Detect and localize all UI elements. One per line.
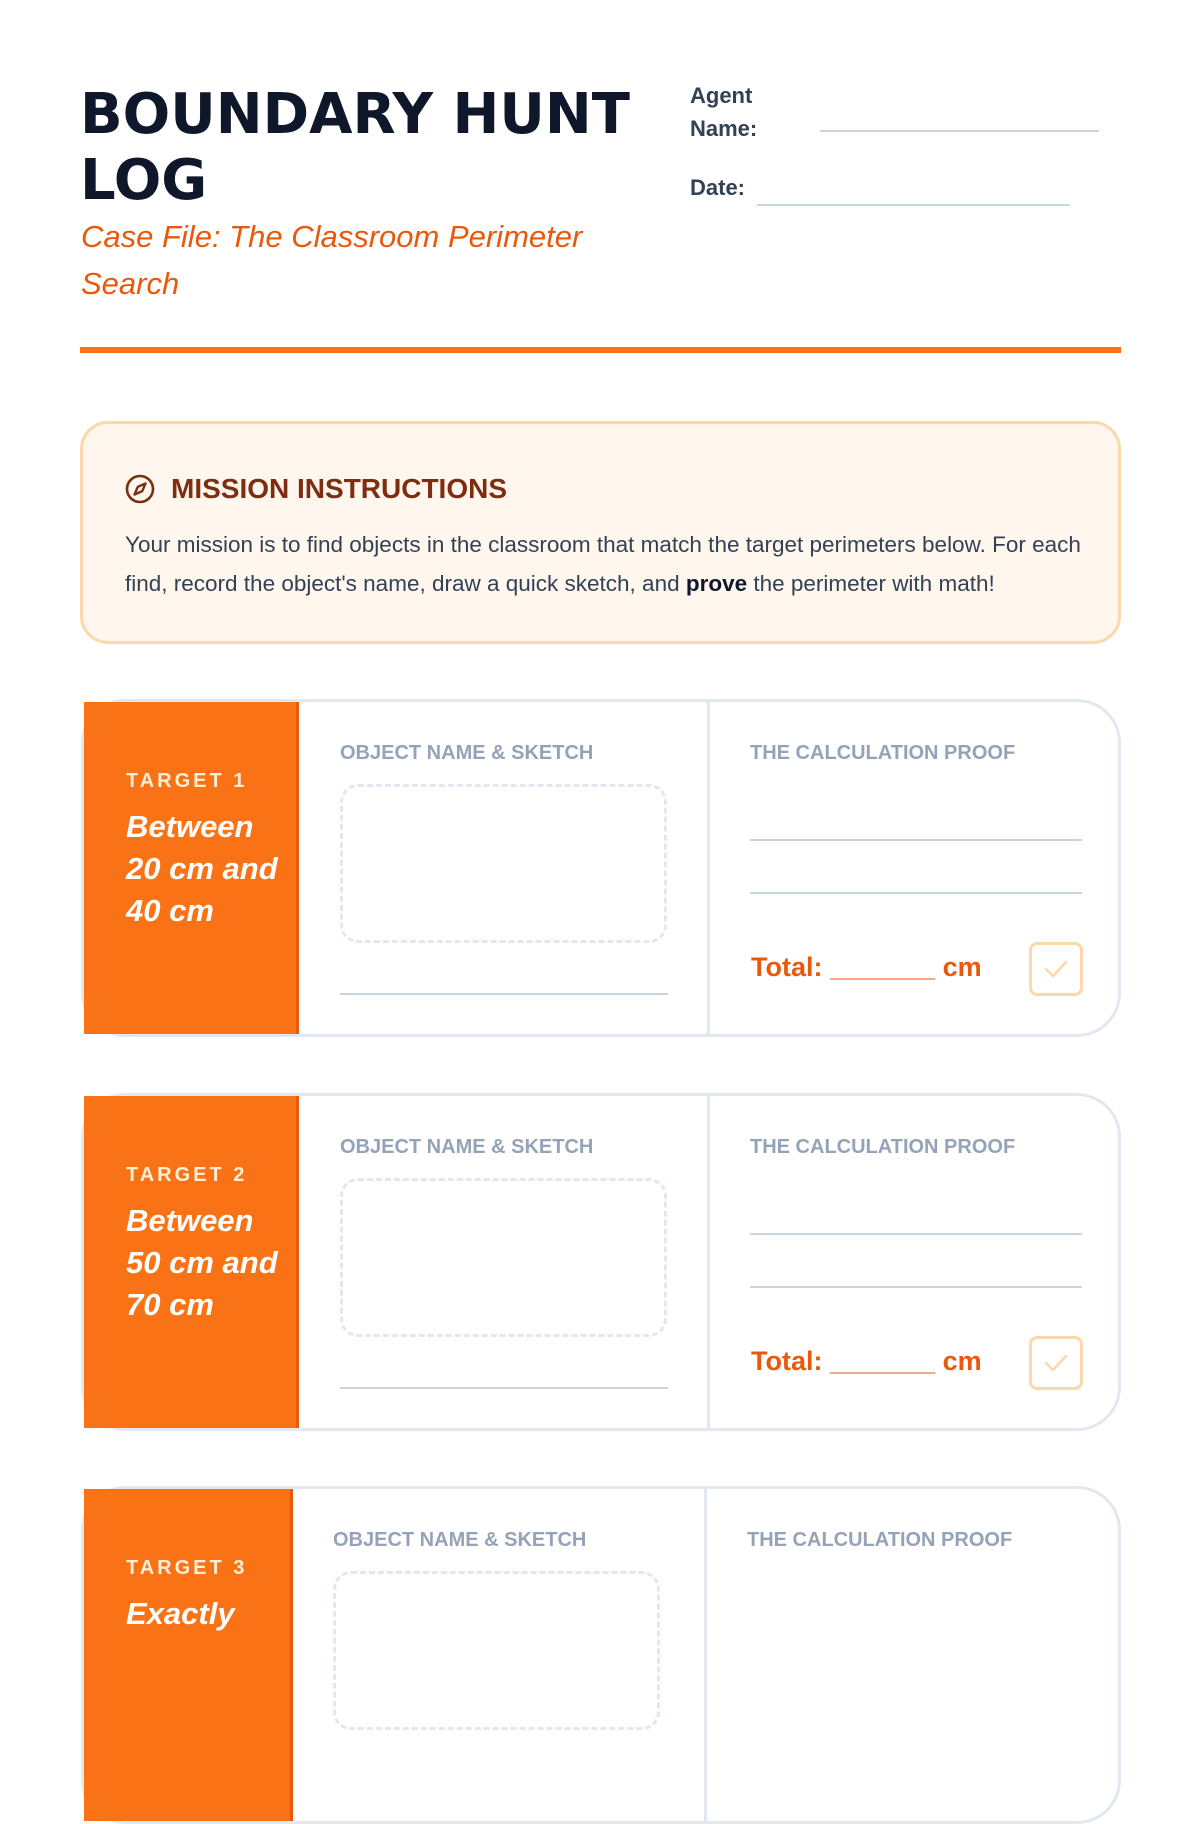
page-subtitle: Case File: The Classroom Perimeter Search xyxy=(81,219,583,301)
calculation-proof-label: THE CALCULATION PROOF xyxy=(750,742,1016,764)
target-label: TARGET 2 xyxy=(126,1164,248,1186)
column-divider xyxy=(704,1489,707,1821)
target-card-1 xyxy=(81,699,1121,1037)
object-name-sketch-label: OBJECT NAME & SKETCH xyxy=(340,1136,594,1158)
calculation-proof-label: THE CALCULATION PROOF xyxy=(750,1136,1016,1158)
page-title: BOUNDARY HUNT LOG xyxy=(80,82,630,213)
sketch-area[interactable] xyxy=(333,1571,660,1730)
sketch-area[interactable] xyxy=(340,1178,667,1337)
target-badge xyxy=(84,1096,299,1428)
target-value: Between 20 cm and 40 cm xyxy=(126,809,278,928)
calculation-proof-label: THE CALCULATION PROOF xyxy=(747,1529,1013,1551)
proof-line-2[interactable] xyxy=(750,1286,1082,1288)
total-field[interactable]: Total: _______ cm xyxy=(751,1346,982,1376)
header-divider xyxy=(80,347,1121,353)
date-field[interactable] xyxy=(757,204,1070,206)
mission-text: Your mission is to find objects in the classroom that match the target perimeters below. For each find, record the object's name, draw a quick sketch, and prove the perimeter with math! xyxy=(125,532,1081,596)
target-label: TARGET 1 xyxy=(126,770,248,792)
object-name-sketch-label: OBJECT NAME & SKETCH xyxy=(333,1529,587,1551)
target-card-3 xyxy=(81,1486,1121,1824)
total-field[interactable]: Total: _______ cm xyxy=(751,952,982,982)
mission-heading: MISSION INSTRUCTIONS xyxy=(171,473,508,504)
proof-line-1[interactable] xyxy=(750,839,1082,841)
mission-instructions-box xyxy=(80,421,1121,644)
check-icon xyxy=(1043,956,1069,982)
verify-checkbox[interactable] xyxy=(1029,942,1083,996)
target-badge xyxy=(84,1489,293,1821)
target-card-2 xyxy=(81,1093,1121,1431)
column-divider xyxy=(707,702,710,1034)
object-name-field[interactable] xyxy=(340,1387,668,1389)
target-value: Exactly xyxy=(126,1596,235,1631)
target-value: Between 50 cm and 70 cm xyxy=(126,1203,278,1322)
target-label: TARGET 3 xyxy=(126,1557,248,1579)
agent-name-label: Agent Name: xyxy=(690,83,758,141)
verify-checkbox[interactable] xyxy=(1029,1336,1083,1390)
column-divider xyxy=(707,1096,710,1428)
compass-icon xyxy=(125,474,155,504)
proof-line-2[interactable] xyxy=(750,892,1082,894)
target-badge xyxy=(84,702,299,1034)
date-label: Date: xyxy=(690,175,746,200)
object-name-sketch-label: OBJECT NAME & SKETCH xyxy=(340,742,594,764)
sketch-area[interactable] xyxy=(340,784,667,943)
object-name-field[interactable] xyxy=(340,993,668,995)
agent-name-field[interactable] xyxy=(820,130,1099,132)
proof-line-1[interactable] xyxy=(750,1233,1082,1235)
check-icon xyxy=(1043,1350,1069,1376)
